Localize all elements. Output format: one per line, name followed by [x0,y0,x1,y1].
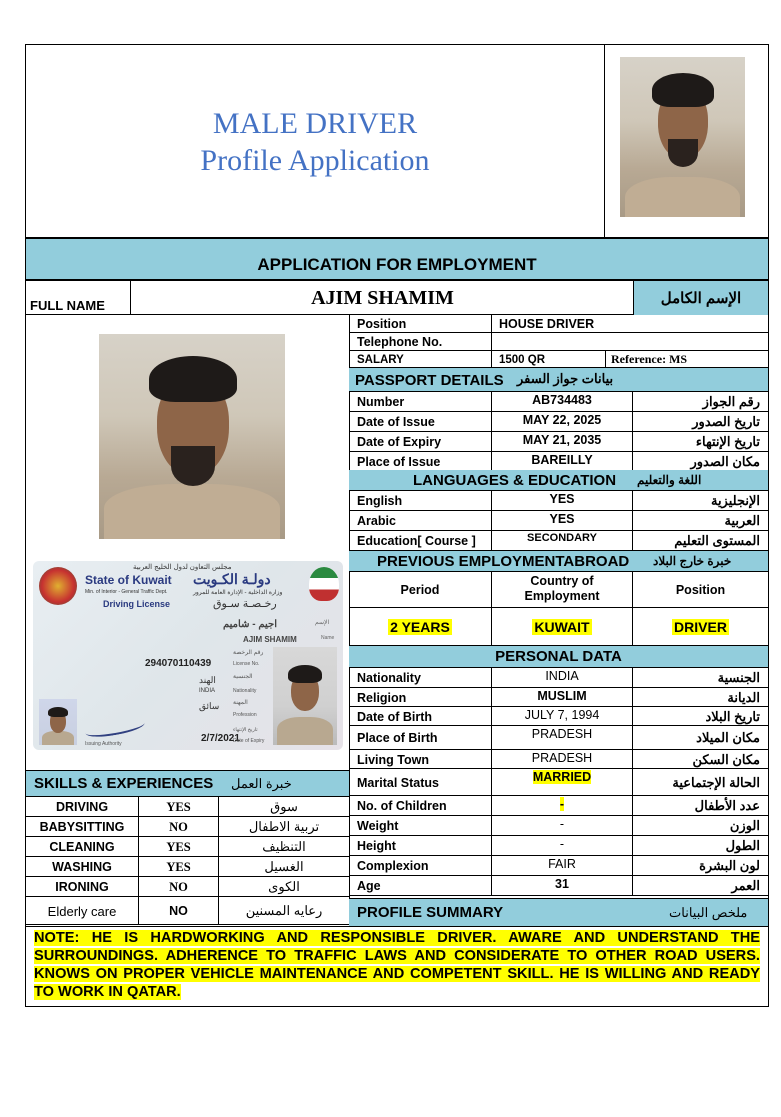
employment-col-country-line2: Employment [524,589,600,603]
telephone-label: Telephone No. [357,335,443,349]
salary-value: 1500 QR [499,353,546,366]
position-value: HOUSE DRIVER [499,317,595,331]
skills-section-header [26,770,349,797]
license-ministry-en: Min. of Interior - General Traffic Dept. [85,589,168,595]
personal-value: - [559,817,565,831]
right-table [349,315,768,921]
passport-label: Number [357,395,405,409]
position-label: Position [357,317,407,331]
title-line-1: MALE DRIVER [212,107,418,140]
personal-label: Religion [357,690,407,705]
passport-label: Place of Issue [357,454,441,469]
personal-value: JULY 7, 1994 [524,708,600,722]
employment-title-ar: خبرة خارج البلاد [653,553,732,568]
personal-value: 31 [555,877,569,891]
personal-value: MARRIED [532,770,592,784]
skill-row [26,817,349,837]
passport-label-ar: تاريخ الصدور [692,414,760,429]
passport-value: BAREILLY [531,453,593,467]
personal-value: PRADESH [531,751,593,765]
languages-value: SECONDARY [527,532,597,544]
languages-title-ar: اللغة والتعليم [637,472,702,487]
languages-row [349,511,768,531]
license-name-ar: اجيم - شاميم [223,619,277,630]
skill-value: YES [166,859,191,874]
salary-label: SALARY [357,353,404,366]
employment-row [349,608,768,646]
license-photo-large [273,647,337,745]
passport-section-header [349,368,768,392]
summary-title-ar: ملخص البيانات [669,904,748,920]
personal-title: PERSONAL DATA [495,648,622,665]
personal-value: - [559,797,565,811]
employment-title-en: PREVIOUS EMPLOYMENTABROAD [377,553,630,570]
employment-country: KUWAIT [534,619,590,635]
summary-section-header [349,898,768,926]
passport-label: Date of Issue [357,415,435,429]
license-expiry-label: Date of Expiry [233,738,265,744]
skill-row [26,797,349,817]
personal-row [349,668,768,688]
personal-label-ar: الحالة الإجتماعية [672,774,760,790]
license-profession-label: Profession [233,712,257,718]
license-number: 294070110439 [145,658,212,669]
personal-row [349,726,768,750]
profile-note [26,926,768,1006]
passport-label: Date of Expiry [357,435,442,449]
license-state-ar: دولـة الكـويت [193,571,271,587]
license-flag-emblem [309,567,339,601]
personal-label: Complexion [357,859,429,873]
license-nationality-ar: الهند [199,675,216,685]
full-name-value: AJIM SHAMIM [311,286,454,309]
employment-section-header [349,551,768,572]
languages-label-ar: المستوى التعليم [674,533,760,548]
passport-row [349,412,768,432]
passport-row [349,452,768,471]
languages-label: English [357,494,403,508]
passport-value: MAY 22, 2025 [522,413,602,427]
passport-value: MAY 21, 2035 [522,433,602,447]
license-nationality-label: Nationality [233,688,257,694]
license-org-ar: مجلس التعاون لدول الخليج العربية [133,564,232,571]
skill-value: NO [169,904,188,918]
license-photo-small [39,699,77,745]
skill-label: WASHING [52,860,112,874]
personal-label: Height [357,839,396,853]
application-section-header [26,237,768,281]
personal-value: PRADESH [531,727,593,741]
license-profession-ar: سائق [199,701,220,711]
license-expiry: 2/7/2021 [201,733,240,744]
personal-label-ar: مكان الميلاد [696,730,760,745]
license-ministry-ar: وزارة الداخلية - الإدارة العامة للمرور [193,590,283,596]
skill-row [26,897,349,925]
license-doc-en: Driving License [103,599,171,609]
personal-label-ar: الجنسية [717,670,760,685]
driving-license-card [33,561,343,750]
applicant-photo-main [99,334,285,539]
skill-value: NO [169,819,188,834]
employment-col-position: Position [675,583,726,597]
languages-label-ar: العربية [724,513,760,528]
skill-value: YES [166,839,191,854]
license-name-label-ar: الإسم [315,620,330,626]
languages-value: YES [549,492,575,506]
full-name-label-ar: الإسم الكامل [634,281,768,315]
skill-label: IRONING [55,880,109,894]
passport-label-ar: تاريخ الإنتهاء [695,434,760,449]
title-block [26,105,604,179]
skills-title-en: SKILLS & EXPERIENCES [34,775,214,792]
skill-label: CLEANING [49,840,115,854]
personal-label: Place of Birth [357,731,438,745]
skills-title-ar: خبرة العمل [231,775,292,791]
application-title: APPLICATION FOR EMPLOYMENT [257,255,537,274]
personal-row [349,688,768,707]
passport-label-ar: مكان الصدور [690,453,760,469]
employment-position: DRIVER [674,619,727,635]
license-state-en: State of Kuwait [85,573,172,587]
license-profession-label-ar: المهنة [233,700,248,706]
personal-label-ar: لون البشرة [699,858,760,873]
languages-section-header [349,470,768,491]
personal-value: - [559,837,565,851]
skill-label-ar: الكوى [268,879,300,894]
skill-row [26,877,349,897]
employment-col-country [492,574,632,608]
license-signature [84,716,146,740]
license-nationality-en: INDIA [199,688,216,694]
personal-label: Date of Birth [357,709,432,724]
languages-label-ar: الإنجليزية [710,493,760,508]
personal-label-ar: مكان السكن [692,751,760,767]
personal-row [349,707,768,726]
skill-label: Elderly care [47,903,117,919]
license-emblem [39,567,77,605]
employment-col-country-line1: Country of [530,574,594,588]
employment-col-headers [349,572,768,608]
header-divider [604,44,605,237]
passport-row [349,392,768,412]
skill-label-ar: الغسيل [264,859,304,874]
personal-label: Living Town [357,752,429,767]
reference-code: Reference: MS [611,352,688,366]
passport-value: AB734483 [532,393,592,407]
skill-row [26,857,349,877]
skill-label-ar: رعايه المسنين [245,903,323,918]
skill-row [26,837,349,857]
personal-section-header [349,646,768,668]
profile-note-text: NOTE: HE IS HARDWORKING AND RESPONSIBLE DRIVER. AWARE AND UNDERSTAND THE SURROUNDINGS. ADHERENCE TO TRAFFIC LAWS AND CONSIDERATE TO OTHER ROAD USERS. KNOWS ON PROPER VEHICLE MAINTENANCE AND COMPETENT SKILL. HE IS WILLING AND READY TO WORK IN QATAR. [34,930,760,1000]
languages-value: YES [549,512,575,526]
personal-row [349,836,768,856]
personal-label: Weight [357,819,399,833]
skill-label: BABYSITTING [39,820,125,834]
license-nationality-label-ar: الجنسية [233,674,253,680]
languages-label: Arabic [357,514,396,528]
personal-label-ar: الديانة [727,689,760,705]
passport-label-ar: رقم الجواز [702,394,760,409]
personal-label-ar: الطول [725,838,760,853]
license-no-label-ar: رقم الرخصة [233,650,264,656]
license-authority: Issuing Authority [85,741,122,747]
title-line-2: Profile Application [200,144,430,177]
personal-label: Age [357,879,381,893]
personal-row [349,816,768,836]
personal-row [349,856,768,876]
full-name-row [26,281,768,315]
personal-label: Nationality [357,671,421,685]
telephone-row [349,333,768,351]
telephone-value [495,333,765,351]
salary-row [349,351,768,368]
personal-label-ar: الوزن [729,818,760,833]
languages-row [349,531,768,551]
full-name-label: FULL NAME [30,298,105,313]
skill-label-ar: تربية الاطفال [248,819,320,834]
employment-period: 2 YEARS [390,619,450,635]
personal-value: INDIA [545,669,579,683]
skill-label: DRIVING [55,800,109,814]
personal-label-ar: العمر [731,878,760,893]
languages-title-en: LANGUAGES & EDUCATION [413,472,617,489]
languages-row [349,491,768,511]
passport-title-en: PASSPORT DETAILS [355,371,504,389]
license-name-en: AJIM SHAMIM [243,635,297,644]
personal-row [349,769,768,796]
skill-label-ar: التنظيف [262,839,306,854]
summary-title-en: PROFILE SUMMARY [357,904,504,921]
passport-title-ar: بيانات جواز السفر [517,371,614,386]
passport-row [349,432,768,452]
employment-col-period: Period [400,583,440,597]
license-name-label: Name [321,635,335,641]
personal-value: FAIR [548,857,576,871]
languages-label: Education[ Course ] [357,534,476,548]
license-no-label: License No. [233,661,260,667]
skill-label-ar: سوق [270,799,298,814]
personal-row [349,876,768,896]
personal-label: Marital Status [357,775,439,790]
license-doc-ar: رخـصـة سـوق [213,598,277,610]
personal-row [349,796,768,816]
personal-label: No. of Children [357,799,447,813]
personal-row [349,750,768,769]
license-expiry-label-ar: تاريخ الإنتهاء [233,727,258,733]
personal-value: MUSLIM [537,689,587,703]
personal-label-ar: تاريخ البلاد [705,708,760,724]
skill-value: NO [169,879,188,894]
position-row [349,315,768,333]
applicant-photo-top [620,57,745,217]
skill-value: YES [166,799,191,814]
personal-label-ar: عدد الأطفال [694,798,760,813]
